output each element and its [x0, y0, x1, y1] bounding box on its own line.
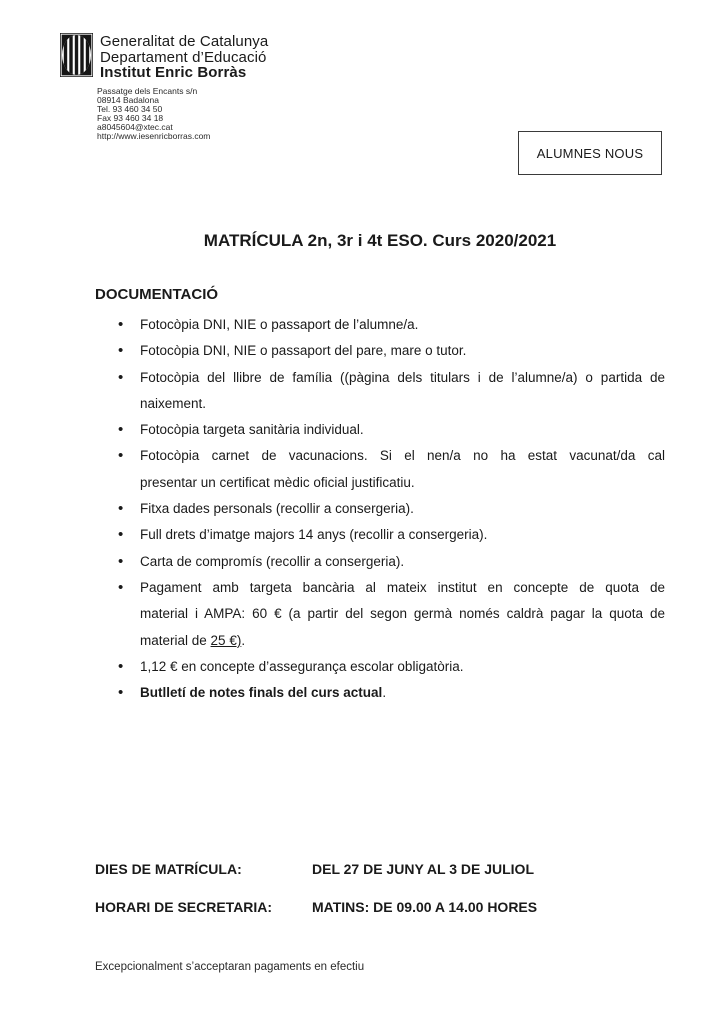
list-item-text: Fitxa dades personals (recollir a consergeria). — [140, 501, 414, 517]
list-item — [95, 443, 665, 496]
footer-note: Excepcionalment s’acceptaran pagaments en efectiu — [95, 961, 365, 973]
generalitat-senyera-logo-icon — [60, 33, 93, 77]
address-website: http://www.iesenricborras.com — [97, 130, 211, 141]
address-email: a8045604@xtec.cat — [97, 121, 173, 132]
schedule-row-hours — [95, 899, 537, 915]
list-item — [95, 654, 665, 680]
list-item — [95, 549, 665, 575]
list-item-text: Fotocòpia targeta sanitària individual. — [140, 422, 364, 438]
org-line-institut: Institut Enric Borràs — [100, 64, 247, 81]
schedule-label: HORARI DE SECRETARIA: — [95, 899, 273, 915]
alumnes-nous-box — [518, 131, 662, 175]
schedule-value: DEL 27 DE JUNY AL 3 DE JULIOL — [312, 861, 534, 877]
address-street: Passatge dels Encants s/n — [97, 86, 198, 96]
underlined-price: 25 €) — [210, 632, 242, 648]
list-item-text: . — [241, 632, 246, 648]
list-item-line: • Pagament amb targeta bancària al mateix institut en concepte de quota de — [140, 579, 665, 595]
schedule-value: MATINS: DE 09.00 A 14.00 HORES — [312, 899, 538, 915]
org-header — [100, 34, 268, 81]
list-item-line: material i AMPA: 60 € (a partir del segon germà només caldrà pagar la quota de — [140, 606, 665, 622]
list-item-text: Full drets d’imatge majors 14 anys (recollir a consergeria). — [140, 527, 488, 543]
address-fax: Fax 93 460 34 18 — [97, 112, 164, 123]
list-item-text: 1,12 € en concepte d’assegurança escolar obligatòria. — [140, 658, 464, 674]
list-item-line — [140, 628, 665, 654]
list-item-text: Fotocòpia DNI, NIE o passaport de l’alumne/a. — [140, 317, 419, 332]
alumnes-nous-label: ALUMNES NOUS — [536, 145, 644, 161]
list-item-text: material de — [140, 632, 211, 648]
address-block — [97, 87, 210, 140]
list-item — [95, 680, 665, 706]
list-item — [95, 338, 665, 364]
list-item — [95, 522, 665, 548]
list-item-line: • Fotocòpia del llibre de família ((pàgina dels titulars i de l’alumne/a) o partida de — [140, 369, 665, 385]
documentation-list — [95, 312, 665, 706]
list-item-line: • Fotocòpia carnet de vacunacions. Si el nen/a no ha estat vacunat/da cal — [140, 448, 665, 464]
list-item-text: Fotocòpia DNI, NIE o passaport del pare, mare o tutor. — [140, 343, 467, 359]
address-city: 08914 Badalona — [97, 94, 159, 105]
list-item — [95, 417, 665, 443]
list-item-text: . — [382, 685, 387, 701]
address-phone: Tel. 93 460 34 50 — [97, 103, 163, 114]
list-item-text: Carta de compromís (recollir a consergeria). — [140, 553, 405, 569]
list-item-line: naixement. — [140, 395, 207, 411]
list-item-line: presentar un certificat mèdic oficial justificatiu. — [140, 474, 415, 490]
list-item — [95, 365, 665, 418]
list-item-bold-text: Butlletí de notes finals del curs actual — [140, 685, 383, 701]
list-item — [95, 575, 665, 654]
org-line-departament: Departament d’Educació — [100, 48, 267, 66]
documentation-heading: DOCUMENTACIÓ — [95, 286, 219, 303]
schedule-row-dates — [95, 861, 537, 877]
schedule-section — [95, 861, 537, 937]
schedule-label: DIES DE MATRÍCULA: — [95, 861, 242, 877]
org-line-generalitat: Generalitat de Catalunya — [100, 33, 269, 50]
list-item — [95, 496, 665, 522]
page-title: MATRÍCULA 2n, 3r i 4t ESO. Curs 2020/2021 — [203, 231, 557, 250]
list-item — [95, 312, 665, 338]
